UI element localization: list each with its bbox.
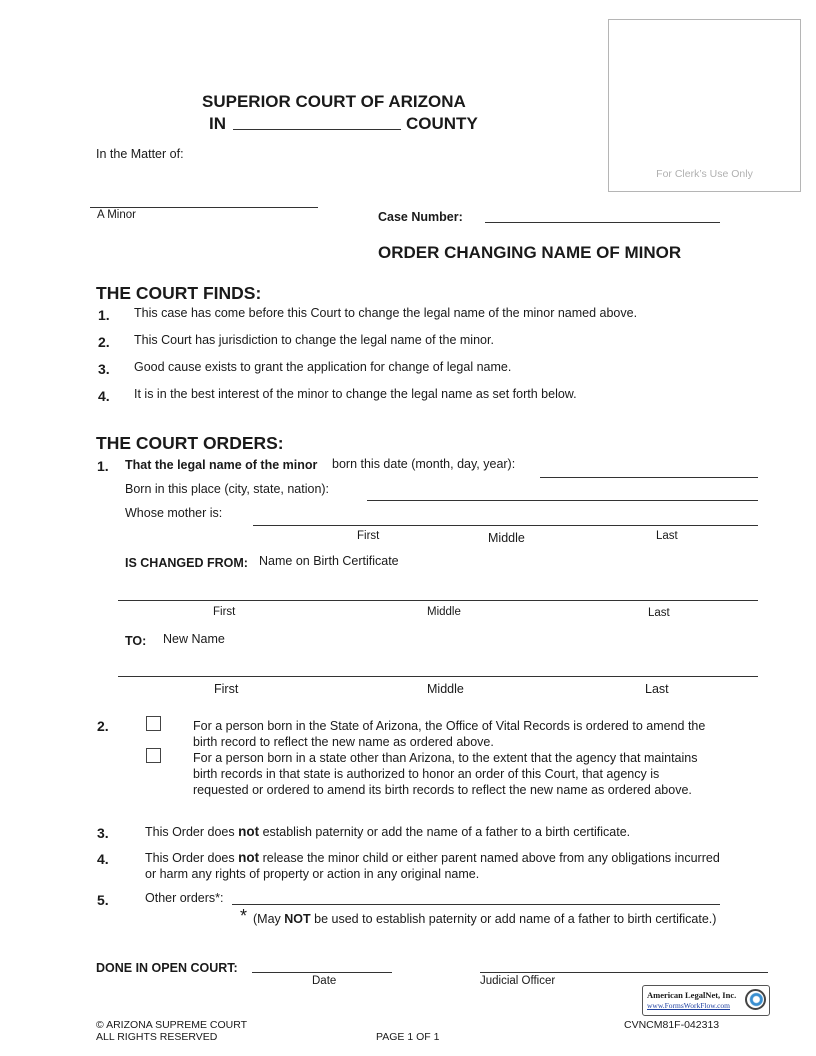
mother-label: Whose mother is: bbox=[125, 506, 223, 520]
old-first-label: First bbox=[213, 606, 236, 618]
order-title: ORDER CHANGING NAME OF MINOR bbox=[378, 243, 682, 262]
new-name-label: New Name bbox=[163, 632, 225, 646]
other-orders-note bbox=[253, 912, 716, 926]
order-number: 4. bbox=[97, 851, 109, 867]
to-label: TO: bbox=[125, 634, 147, 648]
old-name-field[interactable] bbox=[118, 600, 758, 601]
finding-text: Good cause exists to grant the application for change of legal name. bbox=[134, 360, 512, 374]
old-middle-label: Middle bbox=[427, 606, 461, 618]
note-emphasis: NOT bbox=[284, 912, 311, 926]
american-legalnet-logo bbox=[642, 985, 770, 1016]
footer-form-code: CVNCM81F-042313 bbox=[624, 1019, 720, 1031]
finding-number: 4. bbox=[98, 388, 110, 404]
note-pre: (May bbox=[253, 912, 281, 926]
legal-name-lead: That the legal name of the minor bbox=[125, 458, 318, 472]
date-field[interactable] bbox=[252, 972, 392, 973]
county-field[interactable] bbox=[233, 129, 401, 130]
order-number: 1. bbox=[97, 458, 109, 474]
obligations-post: release the minor child or either parent named above from any obligations incurred or harm any rights of property or action in any original name. bbox=[145, 851, 720, 881]
paternity-post: establish paternity or add the name of a father to a birth certificate. bbox=[262, 825, 631, 839]
findings-heading: THE COURT FINDS: bbox=[96, 283, 262, 303]
new-first-label: First bbox=[214, 682, 239, 696]
paternity-statement bbox=[145, 824, 630, 839]
case-number-label: Case Number: bbox=[378, 210, 463, 224]
in-matter-of-label: In the Matter of: bbox=[96, 147, 184, 161]
orders-heading: THE COURT ORDERS: bbox=[96, 433, 284, 453]
court-in-label: IN bbox=[209, 114, 226, 133]
finding-number: 1. bbox=[98, 307, 110, 323]
court-title: SUPERIOR COURT OF ARIZONA bbox=[202, 92, 466, 111]
other-orders-field[interactable] bbox=[232, 904, 720, 905]
footer-page-number: PAGE 1 OF 1 bbox=[376, 1031, 440, 1043]
note-post: be used to establish paternity or add name of a father to birth certificate.) bbox=[314, 912, 717, 926]
case-number-field[interactable] bbox=[485, 222, 720, 223]
finding-text: This Court has jurisdiction to change the legal name of the minor. bbox=[134, 333, 494, 347]
obligations-pre: This Order does bbox=[145, 851, 235, 865]
mother-middle-label: Middle bbox=[488, 531, 525, 545]
date-label: Date bbox=[312, 975, 337, 987]
finding-text: This case has come before this Court to change the legal name of the minor named above. bbox=[134, 306, 638, 320]
new-last-label: Last bbox=[645, 682, 669, 696]
judicial-officer-field[interactable] bbox=[480, 972, 768, 973]
logo-seal-icon bbox=[745, 989, 766, 1010]
asterisk-mark: * bbox=[240, 906, 248, 926]
born-date-label: born this date (month, day, year): bbox=[332, 457, 516, 471]
other-state-birth-checkbox[interactable] bbox=[146, 748, 161, 763]
arizona-birth-text: For a person born in the State of Arizona, the Office of Vital Records is ordered to amend the birth record to reflect the new name as ordered above. bbox=[193, 719, 706, 749]
judicial-officer-label: Judicial Officer bbox=[480, 975, 556, 987]
other-orders-label: Other orders*: bbox=[145, 891, 224, 905]
mother-last-label: Last bbox=[656, 530, 678, 542]
finding-number: 3. bbox=[98, 361, 110, 377]
clerk-use-label: For Clerk’s Use Only bbox=[656, 168, 753, 180]
birth-date-field[interactable] bbox=[540, 477, 758, 478]
footer-copyright: © ARIZONA SUPREME COURT bbox=[96, 1019, 248, 1031]
obligations-statement bbox=[145, 850, 720, 882]
new-middle-label: Middle bbox=[427, 682, 464, 696]
order-number: 2. bbox=[97, 718, 109, 734]
footer-rights: ALL RIGHTS RESERVED bbox=[96, 1031, 218, 1043]
mother-first-label: First bbox=[357, 530, 380, 542]
changed-from-label: IS CHANGED FROM: bbox=[125, 556, 248, 570]
logo-name: American LegalNet, Inc. bbox=[647, 990, 737, 1000]
other-state-birth-text: For a person born in a state other than Arizona, to the extent that the agency that maintains birth records in that state is authorized to honor an order of this Court, that agency is requested or ordered to amend its birth records to reflect the new name as ordered above. bbox=[193, 751, 698, 797]
new-name-field[interactable] bbox=[118, 676, 758, 677]
order-number: 3. bbox=[97, 825, 109, 841]
clerk-use-box bbox=[608, 19, 801, 192]
paternity-pre: This Order does bbox=[145, 825, 235, 839]
arizona-birth-checkbox[interactable] bbox=[146, 716, 161, 731]
court-county-label: COUNTY bbox=[406, 114, 478, 133]
done-in-court-label: DONE IN OPEN COURT: bbox=[96, 961, 238, 975]
finding-number: 2. bbox=[98, 334, 110, 350]
minor-name-field[interactable] bbox=[90, 207, 318, 208]
obligations-emphasis: not bbox=[238, 850, 260, 865]
mother-name-field[interactable] bbox=[253, 525, 758, 526]
birth-place-field[interactable] bbox=[367, 500, 758, 501]
birth-certificate-name-label: Name on Birth Certificate bbox=[259, 554, 399, 568]
logo-url[interactable]: www.FormsWorkFlow.com bbox=[647, 1001, 731, 1010]
paternity-emphasis: not bbox=[238, 824, 260, 839]
born-place-label: Born in this place (city, state, nation): bbox=[125, 482, 330, 496]
a-minor-label: A Minor bbox=[97, 209, 136, 221]
finding-text: It is in the best interest of the minor to change the legal name as set forth below. bbox=[134, 387, 577, 401]
order-number: 5. bbox=[97, 892, 109, 908]
old-last-label: Last bbox=[648, 607, 670, 619]
